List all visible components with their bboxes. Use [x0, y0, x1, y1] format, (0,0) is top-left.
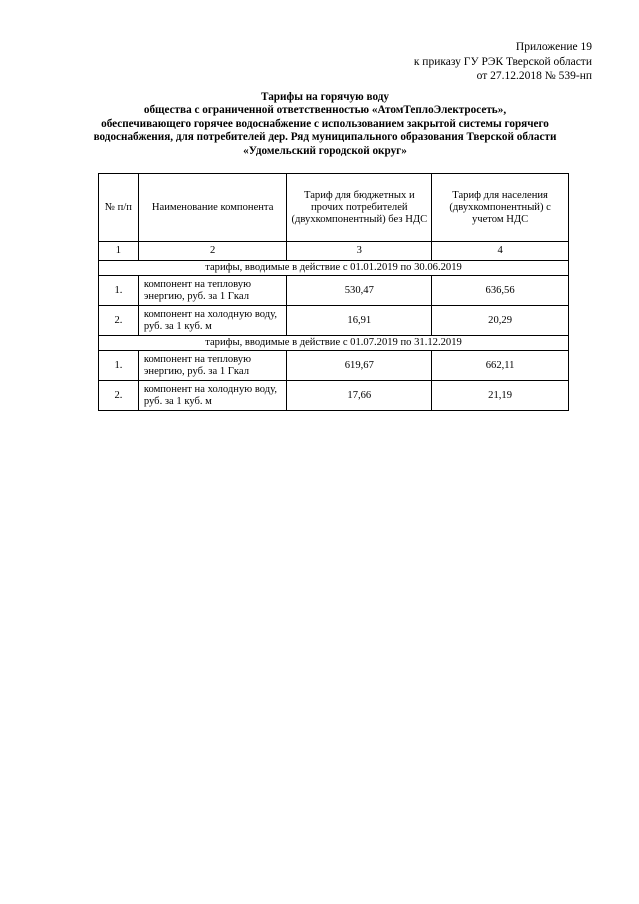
row-number: 1.	[99, 351, 139, 381]
appendix-line: от 27.12.2018 № 539-нп	[476, 70, 592, 82]
row-number: 1.	[99, 276, 139, 306]
header-name: Наименование компонента	[138, 174, 287, 242]
column-number: 2	[138, 242, 287, 261]
title-line: водоснабжения, для потребителей дер. Ряд муниципального образования Тверской области	[93, 131, 557, 144]
period-label: тарифы, вводимые в действие с 01.01.2019 по 30.06.2019	[99, 261, 569, 276]
title-line: «Удомельский городской округ»	[243, 144, 407, 157]
population-tariff-value: 662,11	[432, 351, 569, 381]
row-number: 2.	[99, 381, 139, 411]
title-line: Тарифы на горячую воду	[261, 91, 389, 103]
header-population-tariff: Тариф для населения (двухкомпонентный) с учетом НДС	[432, 174, 569, 242]
appendix-line: к приказу ГУ РЭК Тверской области	[413, 55, 592, 68]
row-number: 2.	[99, 306, 139, 336]
appendix-line: Приложение 19	[515, 41, 592, 53]
period-row	[99, 336, 569, 351]
table-header-row	[99, 174, 569, 242]
table-row	[99, 351, 569, 381]
budget-tariff-value: 17,66	[287, 381, 432, 411]
column-number-row	[99, 242, 569, 261]
period-label: тарифы, вводимые в действие с 01.07.2019 по 31.12.2019	[99, 336, 569, 351]
component-name: компонент на холодную воду, руб. за 1 куб. м	[138, 306, 287, 336]
component-name: компонент на холодную воду, руб. за 1 куб. м	[138, 381, 287, 411]
population-tariff-value: 21,19	[432, 381, 569, 411]
title-line: общества с ограниченной ответственностью «АтомТеплоЭлектросеть»,	[143, 104, 507, 117]
appendix-header	[414, 40, 592, 84]
column-number: 3	[287, 242, 432, 261]
header-budget-tariff: Тариф для бюджетных и прочих потребителей (двухкомпонентный) без НДС	[287, 174, 432, 242]
table-row	[99, 381, 569, 411]
header-num: № п/п	[99, 174, 139, 242]
budget-tariff-value: 530,47	[287, 276, 432, 306]
column-number: 4	[432, 242, 569, 261]
table-row	[99, 276, 569, 306]
budget-tariff-value: 16,91	[287, 306, 432, 336]
component-name: компонент на тепловую энергию, руб. за 1 Гкал	[138, 351, 287, 381]
population-tariff-value: 20,29	[432, 306, 569, 336]
tariff-table	[98, 173, 569, 411]
population-tariff-value: 636,56	[432, 276, 569, 306]
column-number: 1	[99, 242, 139, 261]
title-line: обеспечивающего горячее водоснабжение с использованием закрытой системы горячего	[101, 117, 549, 130]
component-name: компонент на тепловую энергию, руб. за 1 Гкал	[138, 276, 287, 306]
document-title	[70, 91, 580, 158]
period-row	[99, 261, 569, 276]
budget-tariff-value: 619,67	[287, 351, 432, 381]
table-row	[99, 306, 569, 336]
